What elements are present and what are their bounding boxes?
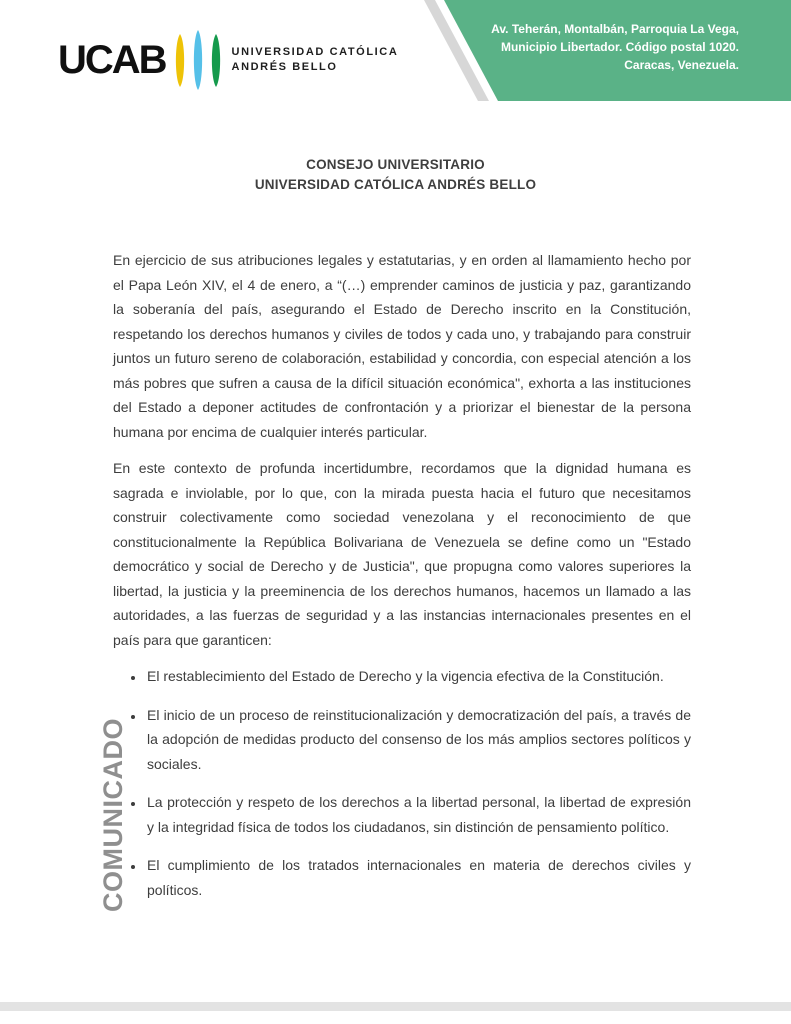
document-body — [113, 248, 691, 916]
demands-list — [113, 664, 691, 902]
address-line-2: Municipio Libertador. Código postal 1020. — [500, 40, 739, 54]
university-name-line-2: ANDRÉS BELLO — [231, 61, 338, 73]
ucab-leaves-icon — [170, 29, 226, 91]
address-line-1: Av. Teherán, Montalbán, Parroquia La Vega, — [491, 22, 739, 36]
list-item-1: • El restablecimiento del Estado de Derecho y la vigencia efectiva de la Constitución. — [145, 664, 691, 689]
title-line-1: CONSEJO UNIVERSITARIO — [306, 157, 485, 172]
list-item-4: • El cumplimiento de los tratados internacionales en materia de derechos civiles y políticos. — [145, 853, 691, 902]
paragraph-1: En ejercicio de sus atribuciones legales y estatutarias, y en orden al llamamiento hecho por el Papa León XIV, el 4 de enero, a “(…) emprender caminos de justicia y paz, garantizando la soberanía del país, asegurando el Estado de Derecho inscrito en la Constitución, respetando los derechos humanos y civiles de todos y cada uno, y trabajando para construir juntos un futuro sereno de colaboración, estabilidad y concordia, con especial atención a los más pobres que sufren a causa de la difícil situación económica", exhorta a las instituciones del Estado a deponer actitudes de confrontación y a priorizar el bienestar de la persona humana por encima de cualquier interés particular. — [113, 252, 691, 440]
address-banner — [388, 0, 791, 101]
comunicado-vertical-label: COMUNICADO — [97, 718, 128, 912]
ucab-logo-text: UCAB — [58, 38, 166, 82]
ucab-logo — [58, 30, 398, 90]
university-name-line-1: UNIVERSIDAD CATÓLICA — [231, 46, 399, 58]
university-name — [232, 45, 399, 75]
leaf-blue — [193, 30, 201, 90]
footer-divider — [0, 1002, 791, 1011]
leaf-yellow — [175, 34, 183, 87]
list-item-3: • La protección y respeto de los derechos a la libertad personal, la libertad de expresión y la integridad física de todos los ciudadanos, sin distinción de pensamiento político. — [145, 790, 691, 839]
page-title — [0, 155, 791, 195]
address-block — [491, 20, 739, 74]
paragraph-2: En este contexto de profunda incertidumbre, recordamos que la dignidad humana es sagrada e inviolable, por lo que, con la mirada puesta hacia el futuro que necesitamos construir colectivamente como sociedad venezolana y el reconocimiento de que constitucionalmente la República Bolivariana de Venezuela se define como un "Estado democrático y social de Derecho y de Justicia", que propugna como valores superiores la libertad, la justicia y la preeminencia de los derechos humanos, hacemos un llamado a las autoridades, a las fuerzas de seguridad y a las instancias internacionales presentes en el país para que garanticen: — [113, 460, 691, 648]
address-line-3: Caracas, Venezuela. — [624, 58, 739, 72]
leaf-green — [211, 34, 219, 87]
list-item-2: • El inicio de un proceso de reinstitucionalización y democratización del país, a través de la adopción de medidas producto del consenso de los más amplios sectores políticos y sociales. — [145, 703, 691, 777]
title-line-2: UNIVERSIDAD CATÓLICA ANDRÉS BELLO — [254, 177, 537, 192]
